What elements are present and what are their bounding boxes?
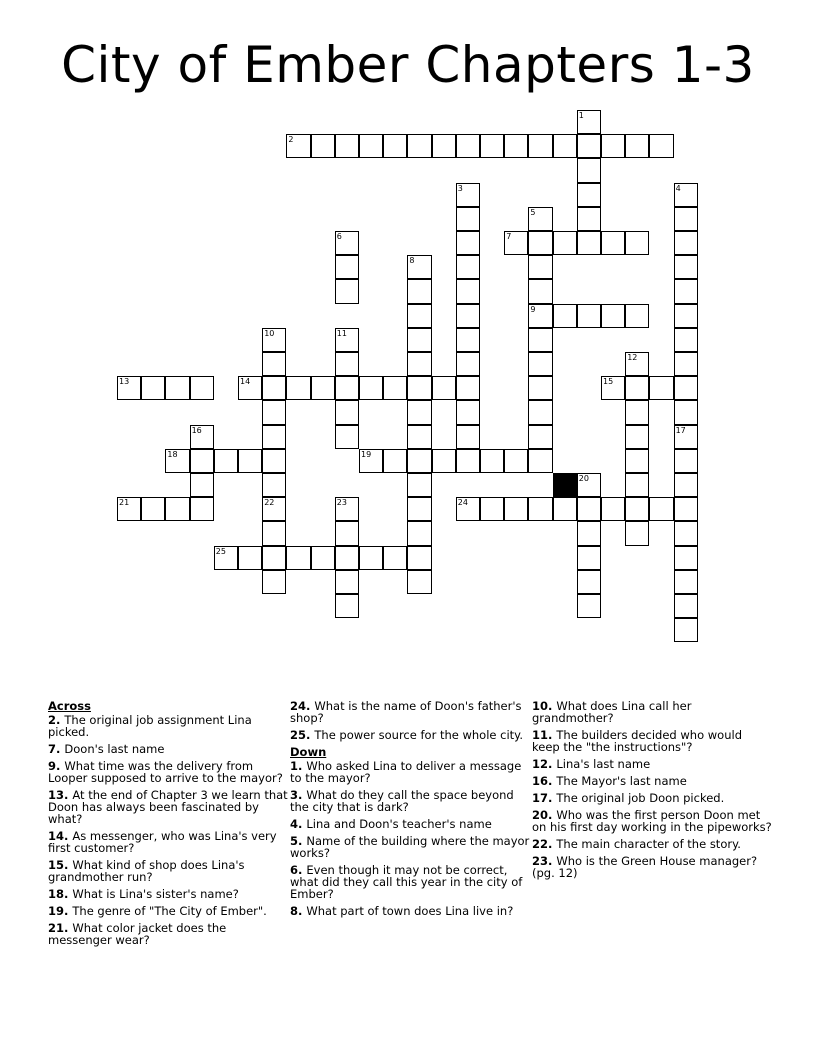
crossword-cell[interactable] <box>504 449 528 473</box>
cell-number: 9 <box>530 304 536 314</box>
crossword-cell[interactable] <box>190 497 214 521</box>
cell-number: 11 <box>336 328 347 338</box>
crossword-cell[interactable] <box>311 376 335 400</box>
cell-number: 12 <box>627 353 638 362</box>
clue-20: 20. Who was the first person Doon met on his first day working in the pipeworks? <box>532 808 772 834</box>
clue-number: 4 <box>290 817 299 831</box>
crossword-cell[interactable] <box>674 400 698 424</box>
crossword-cell[interactable] <box>262 521 286 545</box>
clue-13: 13. At the end of Chapter 3 we learn that Doon has always been fascinated by what? <box>48 788 288 826</box>
clue-number: 6 <box>290 863 299 877</box>
crossword-cell[interactable] <box>165 497 189 521</box>
crossword-cell[interactable] <box>335 352 359 376</box>
crossword-cell[interactable] <box>528 400 552 424</box>
clue-text: The builders decided who would keep the "the instructions"? <box>532 728 742 754</box>
crossword-cell[interactable] <box>625 497 649 521</box>
clue-number: 20 <box>532 808 549 822</box>
clue-text: Even though it may not be correct, what did they call this year in the city of Ember? <box>290 863 523 901</box>
crossword-cell[interactable] <box>286 546 310 570</box>
crossword-cell[interactable] <box>165 376 189 400</box>
clue-text: What time was the delivery from Looper supposed to arrive to the mayor? <box>48 759 283 785</box>
page-title: City of Ember Chapters 1-3 <box>61 36 755 94</box>
crossword-cell[interactable] <box>674 570 698 594</box>
cell-number: 22 <box>264 498 275 508</box>
clue-text: The main character of the story. <box>556 837 741 851</box>
clue-text: The genre of "The City of Ember". <box>72 904 267 918</box>
crossword-cell[interactable] <box>601 134 625 158</box>
clue-number: 16 <box>532 774 549 788</box>
crossword-cell[interactable] <box>625 304 649 328</box>
clue-number: 2 <box>48 713 57 727</box>
crossword-cell[interactable] <box>625 521 649 545</box>
crossword-cell[interactable] <box>553 231 577 255</box>
crossword-cell[interactable] <box>432 449 456 473</box>
crossword-cell[interactable] <box>577 570 601 594</box>
crossword-cell[interactable] <box>190 473 214 497</box>
crossword-cell[interactable] <box>190 376 214 400</box>
cell-number: 17 <box>675 425 686 435</box>
clue-23: 23. Who is the Green House manager? (pg. 12) <box>532 854 758 880</box>
crossword-cell[interactable] <box>335 425 359 449</box>
crossword-cell[interactable] <box>359 134 383 158</box>
crossword-cell[interactable] <box>625 134 649 158</box>
crossword-cell[interactable] <box>456 425 480 449</box>
clue-number: 18 <box>48 887 65 901</box>
crossword-cell[interactable] <box>456 449 480 473</box>
crossword-cell[interactable] <box>625 376 649 400</box>
crossword-cell[interactable] <box>625 400 649 424</box>
crossword-cell[interactable] <box>335 570 359 594</box>
clue-text: Name of the building where the mayor works? <box>290 834 530 860</box>
crossword-cell[interactable] <box>407 400 431 424</box>
clue-text: What does Lina call her grandmother? <box>532 699 692 725</box>
crossword-cell[interactable] <box>262 449 286 473</box>
clue-21: 21. What color jacket does the messenger wear? <box>48 921 227 947</box>
crossword-cell[interactable] <box>577 594 601 618</box>
clue-10: 10. What does Lina call her grandmother? <box>532 699 692 725</box>
clue-number: 12 <box>532 757 549 771</box>
clue-number: 22 <box>532 837 549 851</box>
clue-number: 3 <box>290 788 299 802</box>
crossword-cell[interactable] <box>528 328 552 352</box>
crossword-cell[interactable] <box>407 279 431 303</box>
clue-text: The original job assignment Lina picked. <box>48 713 252 739</box>
crossword-cell[interactable] <box>311 546 335 570</box>
clue-number: 21 <box>48 921 65 935</box>
clue-number: 25 <box>290 728 307 742</box>
crossword-cell[interactable] <box>674 376 698 400</box>
crossword-cell[interactable] <box>601 231 625 255</box>
crossword-cell[interactable] <box>674 207 698 231</box>
clue-3: 3. What do they call the space beyond the city that is dark? <box>290 788 514 814</box>
crossword-cell[interactable] <box>432 376 456 400</box>
clue-6: 6. Even though it may not be correct, what did they call this year in the city of Ember? <box>290 863 523 901</box>
crossword-cell[interactable] <box>625 231 649 255</box>
crossword-cell[interactable] <box>601 304 625 328</box>
clue-number: 11 <box>532 728 549 742</box>
crossword-cell[interactable] <box>480 134 504 158</box>
crossword-cell[interactable] <box>383 376 407 400</box>
crossword-cell[interactable] <box>456 231 480 255</box>
cell-number: 18 <box>167 449 178 459</box>
cell-number: 23 <box>336 498 347 508</box>
crossword-cell[interactable] <box>335 400 359 424</box>
clue-text: Lina's last name <box>556 757 651 771</box>
crossword-cell[interactable] <box>480 449 504 473</box>
clue-9: 9. What time was the delivery from Looper supposed to arrive to the mayor? <box>48 759 283 785</box>
clue-text: Who was the first person Doon met on his first day working in the pipeworks? <box>532 808 772 834</box>
clue-number: 19 <box>48 904 65 918</box>
crossword-cell[interactable] <box>674 546 698 570</box>
crossword-cell[interactable] <box>528 255 552 279</box>
crossword-cell[interactable] <box>262 546 286 570</box>
cell-number: 3 <box>457 183 463 193</box>
crossword-cell[interactable] <box>335 594 359 618</box>
clue-text: What do they call the space beyond the city that is dark? <box>290 788 514 814</box>
crossword-cell[interactable] <box>432 134 456 158</box>
crossword-cell[interactable] <box>674 328 698 352</box>
crossword-cell[interactable] <box>262 376 286 400</box>
clue-number: 7 <box>48 742 57 756</box>
crossword-cell[interactable] <box>577 207 601 231</box>
clue-number: 13 <box>48 788 65 802</box>
clue-8: 8. What part of town does Lina live in? <box>290 904 514 918</box>
clue-14: 14. As messenger, who was Lina's very first customer? <box>48 829 277 855</box>
clue-12: 12. Lina's last name <box>532 757 651 771</box>
clue-number: 23 <box>532 854 549 868</box>
cell-number: 6 <box>336 232 342 241</box>
crossword-cell[interactable] <box>456 134 480 158</box>
clue-1: 1. Who asked Lina to deliver a message to the mayor? <box>290 759 522 785</box>
cell-number: 1 <box>578 111 584 120</box>
crossword-cell[interactable] <box>577 183 601 207</box>
clues-column-1 <box>48 700 288 951</box>
cell-number: 5 <box>530 207 536 217</box>
clue-7: 7. Doon's last name <box>48 742 165 756</box>
cell-number: 4 <box>675 183 681 193</box>
clue-text: What is the name of Doon's father's shop? <box>290 699 522 725</box>
cell-number: 25 <box>215 546 226 556</box>
crossword-cell[interactable] <box>407 328 431 352</box>
crossword-cell[interactable] <box>577 134 601 158</box>
crossword-cell[interactable] <box>577 231 601 255</box>
crossword-cell[interactable] <box>649 134 673 158</box>
crossword-cell[interactable] <box>456 400 480 424</box>
clue-text: At the end of Chapter 3 we learn that Doon has always been fascinated by what? <box>48 788 288 826</box>
crossword-cell[interactable] <box>190 449 214 473</box>
crossword-cell[interactable] <box>335 521 359 545</box>
clue-text: Who asked Lina to deliver a message to the mayor? <box>290 759 522 785</box>
clue-15: 15. What kind of shop does Lina's grandmother run? <box>48 858 245 884</box>
clue-text: What color jacket does the messenger wear? <box>48 921 227 947</box>
clue-text: The Mayor's last name <box>556 774 687 788</box>
crossword-cell[interactable] <box>141 497 165 521</box>
crossword-cell[interactable] <box>649 376 673 400</box>
clues-column-2 <box>290 700 530 922</box>
crossword-cell[interactable] <box>674 521 698 545</box>
cell-number: 16 <box>191 425 202 435</box>
crossword-cell[interactable] <box>407 497 431 521</box>
crossword-cell[interactable] <box>528 231 552 255</box>
crossword-cell[interactable] <box>674 304 698 328</box>
crossword-cell[interactable] <box>625 473 649 497</box>
clue-number: 14 <box>48 829 65 843</box>
crossword-cell[interactable] <box>286 376 310 400</box>
cell-number: 15 <box>603 377 614 387</box>
crossword-cell[interactable] <box>262 570 286 594</box>
crossword-cell[interactable] <box>674 497 698 521</box>
crossword-cell[interactable] <box>141 376 165 400</box>
crossword-cell[interactable] <box>504 134 528 158</box>
crossword-cell[interactable] <box>456 255 480 279</box>
crossword-cell[interactable] <box>528 279 552 303</box>
crossword-cell[interactable] <box>335 134 359 158</box>
crossword-cell[interactable] <box>674 449 698 473</box>
clue-4: 4. Lina and Doon's teacher's name <box>290 817 492 831</box>
clue-19: 19. The genre of "The City of Ember". <box>48 904 267 918</box>
cell-number: 24 <box>457 498 468 508</box>
crossword-cell[interactable] <box>577 158 601 182</box>
clue-text: Lina and Doon's teacher's name <box>306 817 492 831</box>
crossword-cell[interactable] <box>674 473 698 497</box>
crossword-cell[interactable] <box>311 134 335 158</box>
crossword-cell[interactable] <box>528 134 552 158</box>
crossword-cell[interactable] <box>335 546 359 570</box>
down-heading: Down <box>290 745 327 759</box>
clue-number: 15 <box>48 858 65 872</box>
cell-number: 8 <box>409 256 415 266</box>
crossword-cell[interactable] <box>504 497 528 521</box>
clue-18: 18. What is Lina's sister's name? <box>48 887 239 901</box>
crossword-cell[interactable] <box>407 134 431 158</box>
cell-number: 21 <box>119 498 130 508</box>
crossword-cell[interactable] <box>407 546 431 570</box>
crossword-cell[interactable] <box>577 546 601 570</box>
crossword-cell[interactable] <box>674 255 698 279</box>
clue-number: 24 <box>290 699 307 713</box>
clue-text: As messenger, who was Lina's very first customer? <box>48 829 277 855</box>
crossword-cell[interactable] <box>359 376 383 400</box>
crossword-cell[interactable] <box>674 279 698 303</box>
cell-number: 7 <box>506 232 512 241</box>
crossword-cell[interactable] <box>553 134 577 158</box>
across-heading: Across <box>48 699 91 713</box>
cell-number: 2 <box>288 135 294 145</box>
crossword-cell[interactable] <box>407 570 431 594</box>
clue-24: 24. What is the name of Doon's father's shop? <box>290 699 522 725</box>
clue-number: 8 <box>290 904 299 918</box>
clue-number: 9 <box>48 759 57 773</box>
crossword-cell[interactable] <box>383 449 407 473</box>
crossword-cell[interactable] <box>456 207 480 231</box>
clue-16: 16. The Mayor's last name <box>532 774 687 788</box>
crossword-cell[interactable] <box>456 376 480 400</box>
crossword-cell[interactable] <box>480 497 504 521</box>
clue-22: 22. The main character of the story. <box>532 837 741 851</box>
crossword-cell[interactable] <box>528 352 552 376</box>
crossword-cell[interactable] <box>238 449 262 473</box>
crossword-cell[interactable] <box>577 497 601 521</box>
crossword-cell[interactable] <box>262 425 286 449</box>
clue-number: 1 <box>290 759 299 773</box>
crossword-cell[interactable] <box>407 425 431 449</box>
crossword-cell[interactable] <box>262 352 286 376</box>
clue-number: 17 <box>532 791 549 805</box>
clue-11: 11. The builders decided who would keep the "the instructions"? <box>532 728 742 754</box>
crossword-cell[interactable] <box>383 134 407 158</box>
crossword-cell[interactable] <box>674 618 698 642</box>
clue-5: 5. Name of the building where the mayor works? <box>290 834 530 860</box>
crossword-cell[interactable] <box>649 497 673 521</box>
crossword-cell[interactable] <box>674 594 698 618</box>
cell-number: 20 <box>578 474 589 483</box>
crossword-cell[interactable] <box>238 546 262 570</box>
crossword-cell[interactable] <box>528 449 552 473</box>
crossword-cell[interactable] <box>407 304 431 328</box>
clue-text: What part of town does Lina live in? <box>306 904 514 918</box>
crossword-cell[interactable] <box>214 449 238 473</box>
clue-number: 5 <box>290 834 299 848</box>
crossword-cell[interactable] <box>407 352 431 376</box>
clue-17: 17. The original job Doon picked. <box>532 791 725 805</box>
crossword-cell[interactable] <box>625 449 649 473</box>
crossword-cell[interactable] <box>359 546 383 570</box>
crossword-cell[interactable] <box>407 376 431 400</box>
cell-number: 13 <box>119 377 130 387</box>
crossword-cell[interactable] <box>456 304 480 328</box>
crossword-cell[interactable] <box>407 449 431 473</box>
crossword-cell[interactable] <box>625 425 649 449</box>
crossword-cell[interactable] <box>528 497 552 521</box>
crossword-cell[interactable] <box>528 425 552 449</box>
black-cell <box>553 473 577 497</box>
clue-text: The original job Doon picked. <box>556 791 725 805</box>
clue-text: Who is the Green House manager? (pg. 12) <box>532 854 758 880</box>
crossword-cell[interactable] <box>577 304 601 328</box>
crossword-cell[interactable] <box>674 352 698 376</box>
clue-number: 10 <box>532 699 549 713</box>
clues-column-3 <box>532 700 772 884</box>
cell-number: 19 <box>361 449 372 459</box>
crossword-cell[interactable] <box>407 521 431 545</box>
crossword-cell[interactable] <box>335 376 359 400</box>
clue-text: What is Lina's sister's name? <box>72 887 239 901</box>
crossword-cell[interactable] <box>456 328 480 352</box>
crossword-cell[interactable] <box>577 521 601 545</box>
crossword-cell[interactable] <box>674 231 698 255</box>
crossword-cell[interactable] <box>528 376 552 400</box>
clue-25: 25. The power source for the whole city. <box>290 728 523 742</box>
cell-number: 14 <box>240 377 251 387</box>
crossword-cell[interactable] <box>262 400 286 424</box>
crossword-cell[interactable] <box>335 279 359 303</box>
crossword-cell[interactable] <box>601 497 625 521</box>
crossword-cell[interactable] <box>407 473 431 497</box>
clue-text: The power source for the whole city. <box>314 728 523 742</box>
crossword-cell[interactable] <box>335 255 359 279</box>
crossword-cell[interactable] <box>456 352 480 376</box>
crossword-cell[interactable] <box>553 304 577 328</box>
cell-number: 10 <box>264 328 275 338</box>
clue-text: What kind of shop does Lina's grandmother run? <box>48 858 245 884</box>
crossword-cell[interactable] <box>553 497 577 521</box>
clue-text: Doon's last name <box>64 742 165 756</box>
crossword-cell[interactable] <box>383 546 407 570</box>
crossword-cell[interactable] <box>262 473 286 497</box>
clue-2: 2. The original job assignment Lina picked. <box>48 713 252 739</box>
crossword-cell[interactable] <box>456 279 480 303</box>
